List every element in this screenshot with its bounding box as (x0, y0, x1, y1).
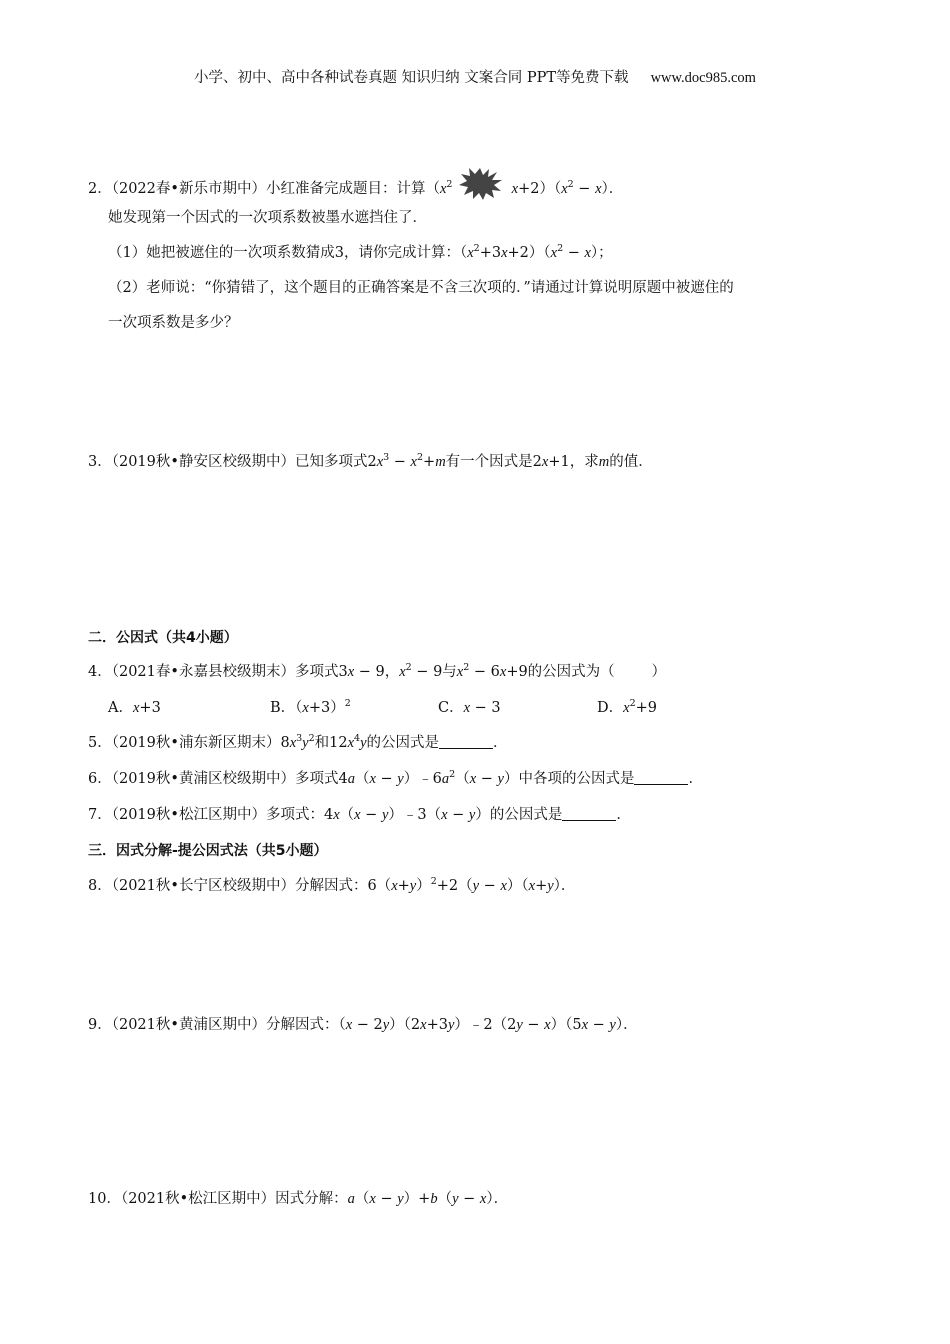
question-9: 9．（2021秋•黄浦区期中）分解因式：（x − 2y）（2x+3y）﹣2（2y − x）（5x − y）． (88, 1017, 638, 1033)
option-c[interactable]: C．x − 3 (438, 700, 501, 716)
question-5: 5．（2019秋•浦东新区期末）$8x^3y^2$和$12x^4y$的公因式是 ． (88, 733, 508, 751)
section-2-title: 二．公因式（共4小题） (88, 630, 238, 646)
answer-blank[interactable] (439, 734, 493, 749)
header-site[interactable]: www.doc985.com (650, 70, 756, 86)
page-header: 小学、初中、高中各种试卷真题 知识归纳 文案合同 PPT等免费下载 www.doc985.com (194, 70, 756, 86)
option-d[interactable]: D．$x^2+9$ (597, 698, 657, 716)
question-3: 3．（2019秋•静安区校级期中）已知多项式$2x^3 - x^2+m$有一个因式是2x+1，求m的值． (88, 452, 653, 470)
question-2-line2: 她发现第一个因式的一次项系数被墨水遮挡住了． (108, 210, 427, 226)
answer-blank[interactable] (562, 806, 616, 821)
question-4: 4．（2021春•永嘉县校级期末）多项式3x − 9，$x^2 - 9$与$x^2 - 6x+9$的公因式为（ ） (88, 662, 667, 680)
question-8: 8．（2021秋•长宁区校级期中）分解因式：$6(x+y)^2+2(y - x)(x+y)$． (88, 876, 576, 894)
question-2-part2: （2）老师说：“你猜错了，这个题目的正确答案是不含三次项的．”请通过计算说明原题中被遮住的 (108, 280, 734, 296)
section-3-title: 三．因式分解-提公因式法（共5小题） (88, 843, 328, 859)
question-7: 7．（2019秋•松江区期中）多项式：4x（x − y）﹣3（x − y）的公因式是 ． (88, 807, 631, 823)
answer-blank[interactable] (634, 770, 688, 785)
question-2: 2．（2022春•新乐市期中）小红准备完成题目：计算（$x^2$ $x+2)(x^2 - x)$． (88, 167, 623, 201)
ink-blot-icon (457, 167, 503, 201)
question-2-part1: （1）她把被遮住的一次项系数猜成3，请你完成计算：$(x^2+3x+2)(x^2 - x)$； (108, 243, 613, 261)
option-b[interactable]: B．$(x+3)^2$ (270, 698, 351, 716)
question-6: 6．（2019秋•黄浦区校级期中）多项式$4a(x - y)﹣6a^2(x - y)$中各项的公因式是 ． (88, 769, 703, 787)
option-a[interactable]: A．x+3 (108, 700, 161, 716)
question-2-part2-cont: 一次项系数是多少？ (108, 315, 239, 331)
question-10: 10．（2021秋•松江区期中）因式分解：a（x − y）+b（y − x）． (88, 1191, 509, 1207)
